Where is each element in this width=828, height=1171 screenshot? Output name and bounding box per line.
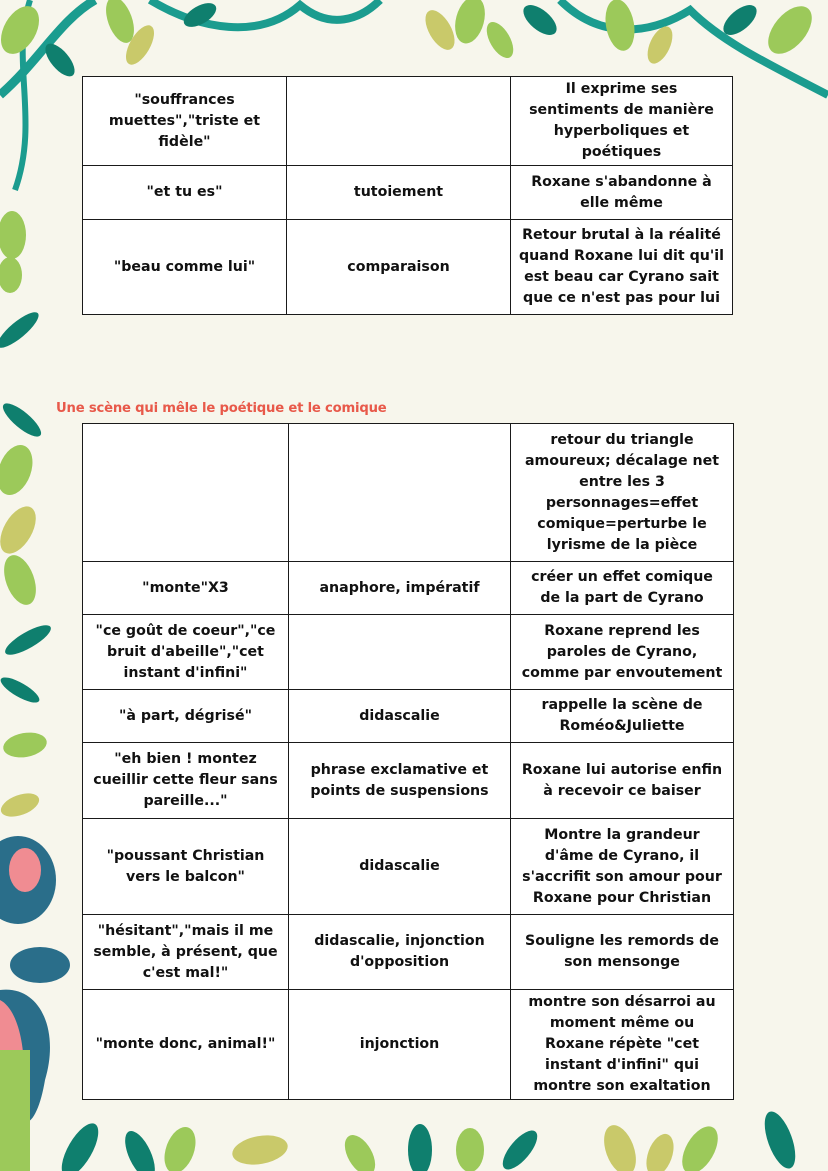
quote-cell: "hésitant","mais il me semble, à présent, que c'est mal!" [83,915,289,990]
quote-cell: "ce goût de coeur","ce bruit d'abeille","cet instant d'infini" [83,615,289,690]
monkey-illustration [0,836,70,1171]
table-row [83,562,734,615]
device-cell [287,77,511,166]
quote-cell: "et tu es" [83,166,287,220]
device-cell: phrase exclamative et points de suspensions [289,743,511,819]
table-row [83,743,734,819]
device-cell: didascalie, injonction d'opposition [289,915,511,990]
vine-left-hanging [15,0,30,190]
device-cell: didascalie [289,819,511,915]
vine-top-middle [150,0,380,27]
vine-top-left [0,0,95,95]
quote-cell [83,424,289,562]
table-row [83,819,734,915]
device-cell: didascalie [289,690,511,743]
device-cell: anaphore, impératif [289,562,511,615]
section-title: Une scène qui mêle le poétique et le comique [56,401,387,416]
quote-cell: "beau comme lui" [83,220,287,315]
table-row [83,990,734,1100]
analysis-table-1 [82,76,733,315]
analysis-table-2 [82,423,734,1100]
effect-cell: Souligne les remords de son mensonge [511,915,734,990]
quote-cell: "monte"X3 [83,562,289,615]
table-row [83,690,734,743]
quote-cell: "monte donc, animal!" [83,990,289,1100]
table-row [83,220,733,315]
quote-cell: "eh bien ! montez cueillir cette fleur sans pareille..." [83,743,289,819]
device-cell: tutoiement [287,166,511,220]
effect-cell: Montre la grandeur d'âme de Cyrano, il s'accrifit son amour pour Roxane pour Christian [511,819,734,915]
quote-cell: "souffrances muettes","triste et fidèle" [83,77,287,166]
table-row [83,615,734,690]
table-row [83,166,733,220]
effect-cell: Il exprime ses sentiments de manière hyperboliques et poétiques [511,77,733,166]
device-cell: injonction [289,990,511,1100]
leaves-top [0,0,820,62]
table-row [83,77,733,166]
effect-cell: créer un effet comique de la part de Cyrano [511,562,734,615]
device-cell [289,615,511,690]
effect-cell: Roxane reprend les paroles de Cyrano, comme par envoutement [511,615,734,690]
effect-cell: Retour brutal à la réalité quand Roxane lui dit qu'il est beau car Cyrano sait que ce n'est pas pour lui [511,220,733,315]
quote-cell: "poussant Christian vers le balcon" [83,819,289,915]
effect-cell: montre son désarroi au moment même ou Roxane répète "cet instant d'infini" qui montre son exaltation [511,990,734,1100]
effect-cell: Roxane s'abandonne à elle même [511,166,733,220]
device-cell: comparaison [287,220,511,315]
effect-cell: rappelle la scène de Roméo&Juliette [511,690,734,743]
quote-cell: "à part, dégrisé" [83,690,289,743]
device-cell [289,424,511,562]
table-row [83,915,734,990]
effect-cell: retour du triangle amoureux; décalage net entre les 3 personnages=effet comique=perturbe le lyrisme de la pièce [511,424,734,562]
table-row [83,424,734,562]
effect-cell: Roxane lui autorise enfin à recevoir ce baiser [511,743,734,819]
